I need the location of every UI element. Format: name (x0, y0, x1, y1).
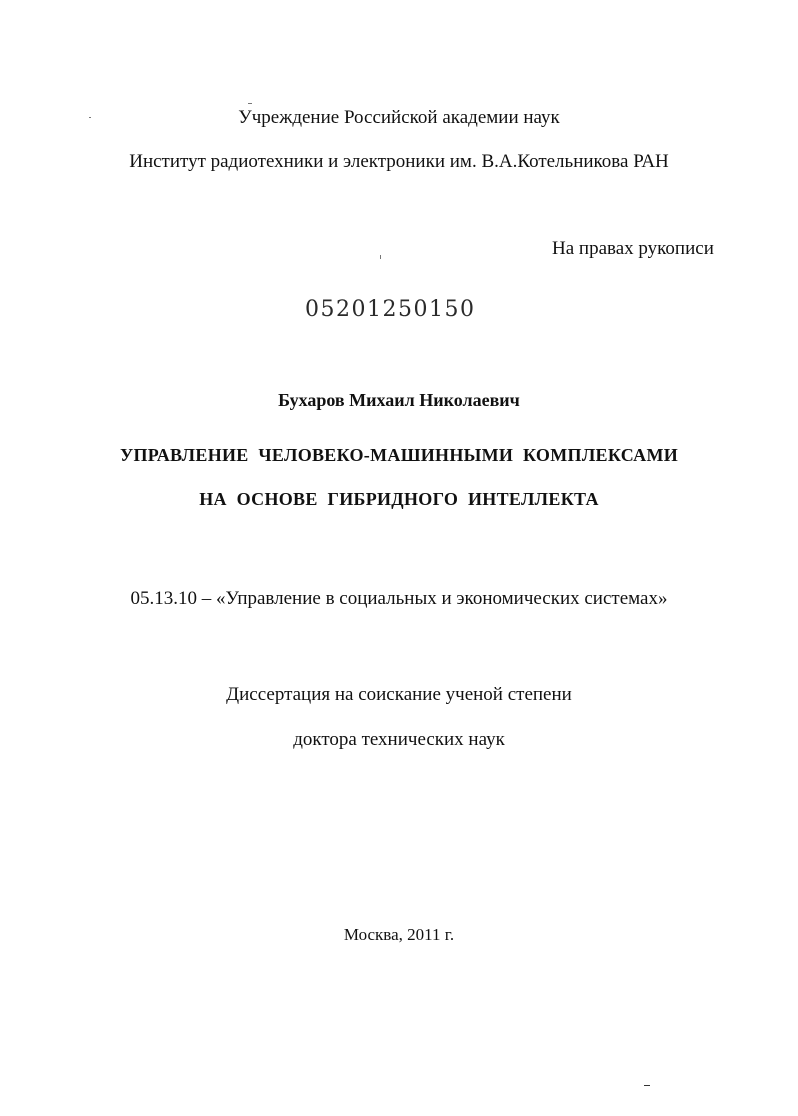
scan-artifact (380, 255, 381, 259)
scan-artifact (248, 103, 252, 104)
title-line-1: УПРАВЛЕНИЕ ЧЕЛОВЕКО-МАШИННЫМИ КОМПЛЕКСАМИ (119, 445, 679, 465)
registration-stamp: 05201250150 (305, 297, 476, 322)
institution-line: Учреждение Российской академии наук (238, 107, 560, 128)
degree-line-2: доктора технических наук (293, 729, 505, 750)
degree-line-1: Диссертация на соискание ученой степени (226, 684, 572, 705)
rights-note: На правах рукописи (552, 238, 714, 259)
author-name: Бухаров Михаил Николаевич (278, 390, 520, 410)
specialty-line: 05.13.10 – «Управление в социальных и экономических системах» (130, 588, 668, 609)
scan-artifact (89, 117, 91, 118)
institute-line: Институт радиотехники и электроники им. В.А.Котельникова РАН (129, 151, 669, 172)
place-year: Москва, 2011 г. (343, 925, 455, 944)
scan-artifact (644, 1085, 650, 1086)
title-line-2: НА ОСНОВЕ ГИБРИДНОГО ИНТЕЛЛЕКТА (199, 489, 599, 509)
